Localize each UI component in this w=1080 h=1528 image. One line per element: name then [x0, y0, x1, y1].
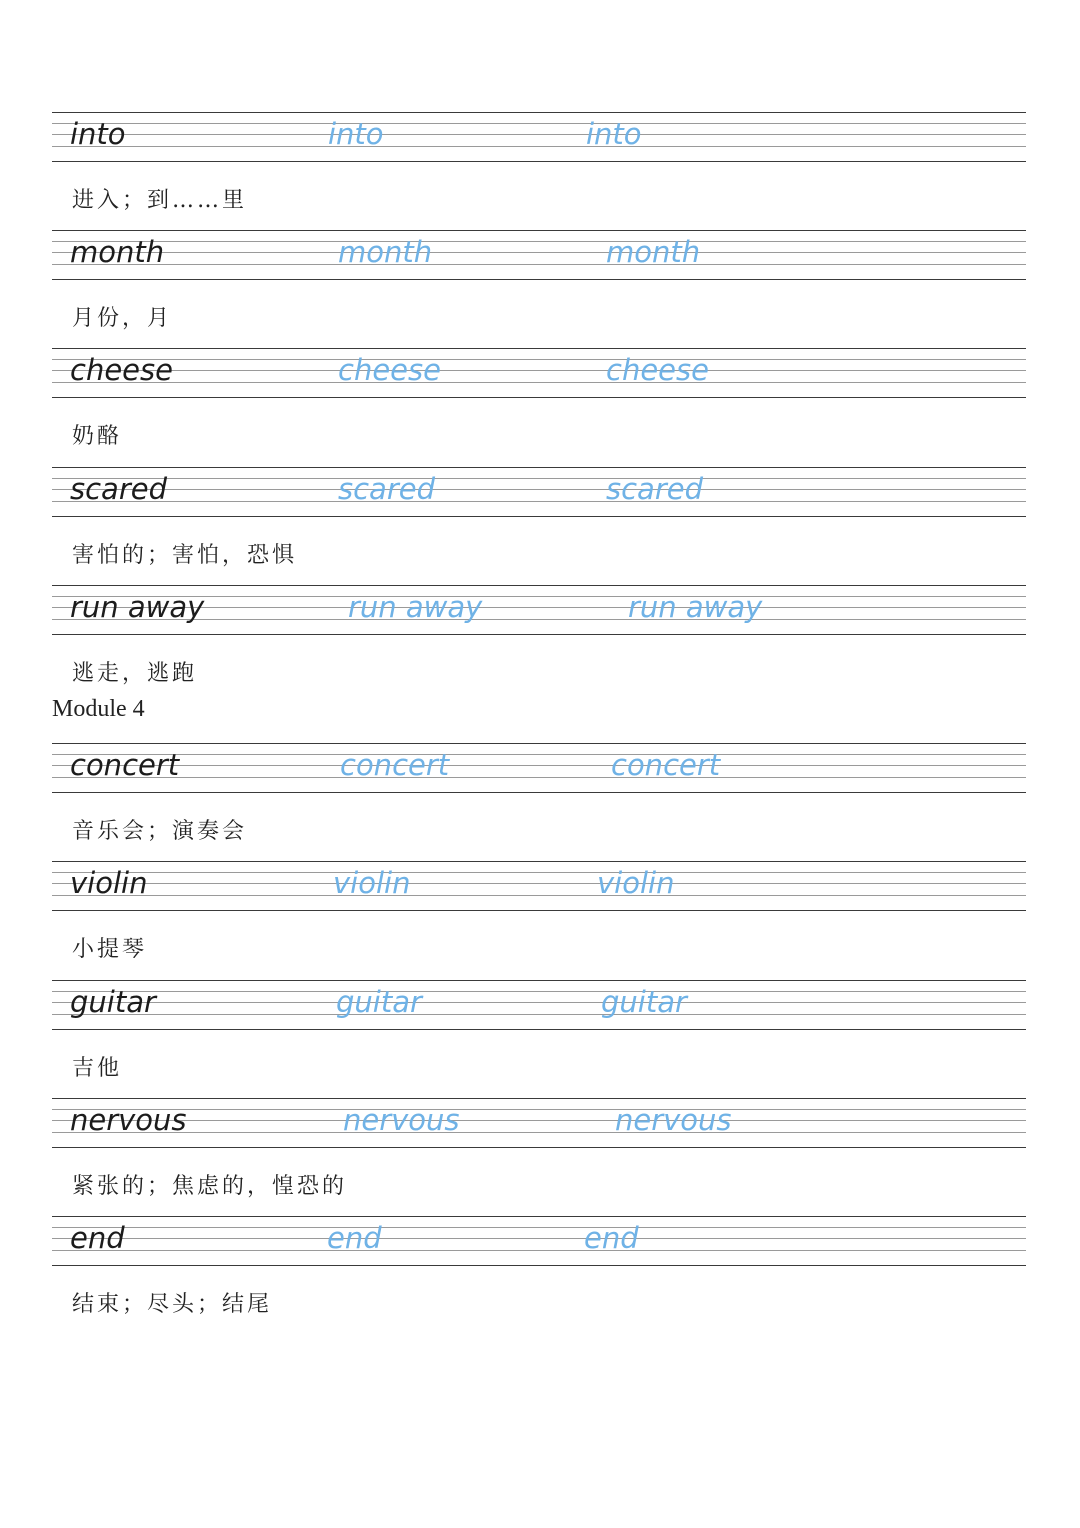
vocab-word: run away [70, 590, 205, 624]
ruling-bottom [52, 634, 1026, 635]
vocab-word: into [70, 117, 126, 151]
trace-word: concert [611, 748, 721, 782]
ruling-bottom [52, 1147, 1026, 1148]
ruling-top [52, 112, 1026, 113]
ruling-guide [52, 134, 1026, 135]
vocab-word: guitar [70, 985, 156, 1019]
trace-word: violin [333, 866, 411, 900]
vocab-word: violin [70, 866, 148, 900]
trace-word: guitar [336, 985, 422, 1019]
ruling-guide [52, 382, 1026, 383]
ruling-guide [52, 501, 1026, 502]
chinese-meaning: 结束；尽头；结尾 [72, 1292, 273, 1317]
ruling-guide [52, 1132, 1026, 1133]
ruling-guide [52, 264, 1026, 265]
ruling-guide [52, 765, 1026, 766]
ruling-guide [52, 1014, 1026, 1015]
chinese-meaning: 音乐会；演奏会 [72, 819, 248, 844]
ruling-bottom [52, 1265, 1026, 1266]
vocab-word: nervous [70, 1103, 187, 1137]
practice-row [52, 467, 1026, 517]
ruling-guide [52, 1109, 1026, 1110]
chinese-meaning: 小提琴 [72, 937, 148, 962]
practice-row [52, 980, 1026, 1030]
trace-word: scared [338, 472, 435, 506]
practice-row [52, 743, 1026, 793]
trace-word: scared [606, 472, 703, 506]
trace-word: run away [628, 590, 763, 624]
trace-word: nervous [615, 1103, 732, 1137]
ruling-guide [52, 777, 1026, 778]
vocab-word: cheese [70, 353, 173, 387]
ruling-guide [52, 478, 1026, 479]
trace-word: end [584, 1221, 639, 1255]
chinese-meaning: 奶酪 [72, 424, 123, 449]
ruling-bottom [52, 397, 1026, 398]
ruling-guide [52, 895, 1026, 896]
ruling-guide [52, 123, 1026, 124]
chinese-meaning: 进入；到……里 [72, 188, 248, 213]
vocab-word: concert [70, 748, 180, 782]
trace-word: nervous [343, 1103, 460, 1137]
chinese-meaning: 害怕的；害怕，恐惧 [72, 543, 298, 568]
ruling-top [52, 230, 1026, 231]
ruling-top [52, 743, 1026, 744]
ruling-top [52, 467, 1026, 468]
ruling-guide [52, 489, 1026, 490]
ruling-bottom [52, 279, 1026, 280]
trace-word: end [327, 1221, 382, 1255]
ruling-bottom [52, 1029, 1026, 1030]
ruling-bottom [52, 516, 1026, 517]
trace-word: violin [597, 866, 675, 900]
module-heading: Module 4 [52, 696, 145, 722]
trace-word: cheese [606, 353, 709, 387]
practice-row [52, 861, 1026, 911]
ruling-bottom [52, 792, 1026, 793]
practice-row [52, 585, 1026, 635]
chinese-meaning: 月份，月 [72, 306, 173, 331]
ruling-bottom [52, 161, 1026, 162]
trace-word: run away [348, 590, 483, 624]
ruling-guide [52, 1238, 1026, 1239]
ruling-top [52, 861, 1026, 862]
practice-row [52, 1216, 1026, 1266]
ruling-bottom [52, 910, 1026, 911]
ruling-guide [52, 1250, 1026, 1251]
ruling-top [52, 980, 1026, 981]
chinese-meaning: 逃走，逃跑 [72, 661, 198, 686]
trace-word: into [328, 117, 384, 151]
ruling-top [52, 1098, 1026, 1099]
ruling-guide [52, 1227, 1026, 1228]
ruling-top [52, 348, 1026, 349]
ruling-guide [52, 252, 1026, 253]
ruling-guide [52, 872, 1026, 873]
ruling-guide [52, 370, 1026, 371]
trace-word: concert [340, 748, 450, 782]
ruling-guide [52, 754, 1026, 755]
practice-row [52, 1098, 1026, 1148]
vocab-word: month [70, 235, 165, 269]
practice-row [52, 230, 1026, 280]
practice-row [52, 112, 1026, 162]
vocab-word: scared [70, 472, 167, 506]
ruling-guide [52, 146, 1026, 147]
trace-word: month [338, 235, 433, 269]
trace-word: guitar [601, 985, 687, 1019]
trace-word: into [586, 117, 642, 151]
ruling-top [52, 585, 1026, 586]
trace-word: month [606, 235, 701, 269]
vocab-word: end [70, 1221, 125, 1255]
ruling-guide [52, 359, 1026, 360]
chinese-meaning: 紧张的；焦虑的，惶恐的 [72, 1174, 348, 1199]
trace-word: cheese [338, 353, 441, 387]
ruling-top [52, 1216, 1026, 1217]
ruling-guide [52, 991, 1026, 992]
ruling-guide [52, 241, 1026, 242]
ruling-guide [52, 883, 1026, 884]
chinese-meaning: 吉他 [72, 1056, 123, 1081]
ruling-guide [52, 1120, 1026, 1121]
ruling-guide [52, 1002, 1026, 1003]
practice-row [52, 348, 1026, 398]
